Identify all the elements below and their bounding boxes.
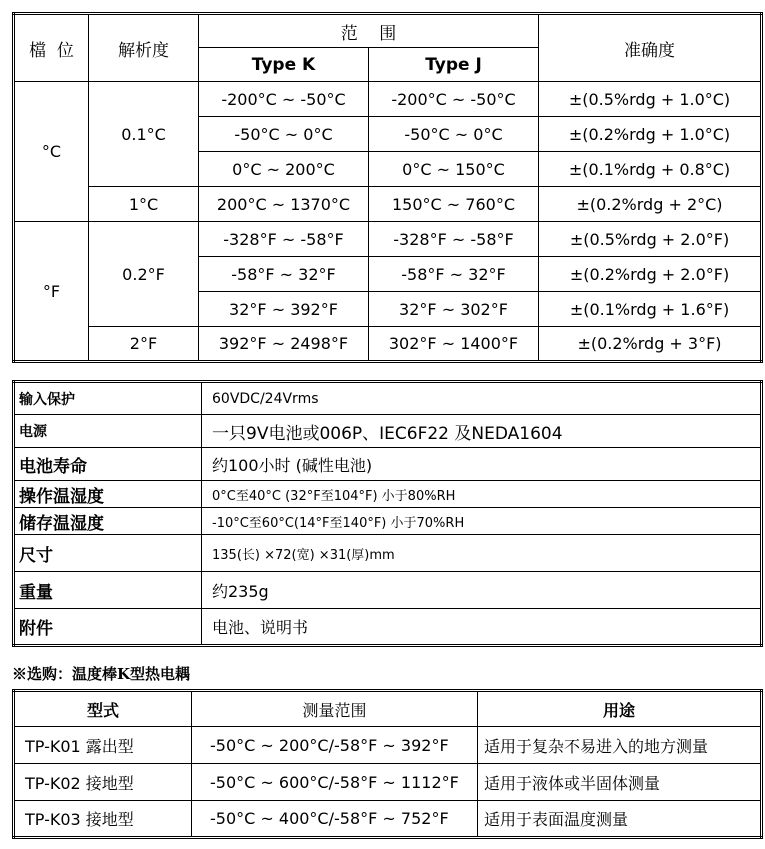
probe-row xyxy=(14,801,762,838)
type-j-cell: 0°C ~ 150°C xyxy=(369,152,539,187)
type-j-cell: 302°F ~ 1400°F xyxy=(369,327,539,362)
spec-row xyxy=(14,481,762,508)
probe-model: TP-K02 接地型 xyxy=(14,764,192,801)
accuracy-cell: ±(0.2%rdg + 1.0°C) xyxy=(539,117,762,152)
probe-header-row xyxy=(14,691,762,727)
accuracy-cell: ±(0.1%rdg + 0.8°C) xyxy=(539,152,762,187)
spec-row xyxy=(14,535,762,572)
unit-celsius: °C xyxy=(14,82,89,222)
spec-label: 电池寿命 xyxy=(14,448,202,481)
spec-value: 约235g xyxy=(202,572,762,609)
probe-model: TP-K03 接地型 xyxy=(14,801,192,838)
type-j-cell: -200°C ~ -50°C xyxy=(369,82,539,117)
range-table xyxy=(12,12,763,363)
header-accuracy: 准确度 xyxy=(539,14,762,82)
type-k-cell: -200°C ~ -50°C xyxy=(199,82,369,117)
probe-use: 适用于表面温度测量 xyxy=(478,801,762,838)
type-k-cell: 32°F ~ 392°F xyxy=(199,292,369,327)
accuracy-cell: ±(0.2%rdg + 3°F) xyxy=(539,327,762,362)
type-j-cell: 32°F ~ 302°F xyxy=(369,292,539,327)
resolution-cell: 1°C xyxy=(89,187,199,222)
header-use: 用途 xyxy=(478,691,762,727)
type-k-cell: -58°F ~ 32°F xyxy=(199,257,369,292)
spec-row xyxy=(14,609,762,646)
type-k-cell: -50°C ~ 0°C xyxy=(199,117,369,152)
header-position: 檔 位 xyxy=(14,14,89,82)
spec-row xyxy=(14,415,762,448)
spec-value: 0°C至40°C (32°F至104°F) 小于80%RH xyxy=(202,481,762,508)
spec-value: -10°C至60°C(14°F至140°F) 小于70%RH xyxy=(202,508,762,535)
spec-label: 尺寸 xyxy=(14,535,202,572)
spec-label: 电源 xyxy=(14,415,202,448)
spec-label: 操作温湿度 xyxy=(14,481,202,508)
accuracy-cell: ±(0.5%rdg + 1.0°C) xyxy=(539,82,762,117)
table-row xyxy=(14,327,762,362)
optional-accessory-note: ※选购：温度棒K型热电耦 xyxy=(12,665,191,683)
table-row xyxy=(14,187,762,222)
type-j-cell: -328°F ~ -58°F xyxy=(369,222,539,257)
type-k-cell: -328°F ~ -58°F xyxy=(199,222,369,257)
table-row xyxy=(14,222,762,257)
accuracy-cell: ±(0.2%rdg + 2°C) xyxy=(539,187,762,222)
header-type-k: Type K xyxy=(199,48,369,82)
type-k-cell: 0°C ~ 200°C xyxy=(199,152,369,187)
type-j-cell: 150°C ~ 760°C xyxy=(369,187,539,222)
header-type-j: Type J xyxy=(369,48,539,82)
probe-model: TP-K01 露出型 xyxy=(14,727,192,764)
probe-range: -50°C ~ 400°C/-58°F ~ 752°F xyxy=(192,801,478,838)
type-k-cell: 392°F ~ 2498°F xyxy=(199,327,369,362)
header-range: 范 围 xyxy=(199,14,539,48)
probe-use: 适用于复杂不易进入的地方测量 xyxy=(478,727,762,764)
header-measure-range: 测量范围 xyxy=(192,691,478,727)
table-row xyxy=(14,82,762,117)
table-header-row xyxy=(14,14,762,48)
spec-row xyxy=(14,382,762,415)
header-model: 型式 xyxy=(14,691,192,727)
unit-fahrenheit: °F xyxy=(14,222,89,362)
spec-row xyxy=(14,572,762,609)
spec-value: 一只9V电池或006P、IEC6F22 及NEDA1604 xyxy=(202,415,762,448)
header-resolution: 解析度 xyxy=(89,14,199,82)
resolution-cell: 0.1°C xyxy=(89,82,199,187)
type-k-cell: 200°C ~ 1370°C xyxy=(199,187,369,222)
spec-value: 约100小时 (碱性电池) xyxy=(202,448,762,481)
spec-label: 储存温湿度 xyxy=(14,508,202,535)
probe-use: 适用于液体或半固体测量 xyxy=(478,764,762,801)
type-j-cell: -58°F ~ 32°F xyxy=(369,257,539,292)
type-j-cell: -50°C ~ 0°C xyxy=(369,117,539,152)
spec-value: 电池、说明书 xyxy=(202,609,762,646)
accuracy-cell: ±(0.2%rdg + 2.0°F) xyxy=(539,257,762,292)
spec-row xyxy=(14,448,762,481)
probe-row xyxy=(14,727,762,764)
resolution-cell: 2°F xyxy=(89,327,199,362)
spec-label: 输入保护 xyxy=(14,382,202,415)
probe-range: -50°C ~ 200°C/-58°F ~ 392°F xyxy=(192,727,478,764)
accuracy-cell: ±(0.5%rdg + 2.0°F) xyxy=(539,222,762,257)
spec-row xyxy=(14,508,762,535)
probe-range: -50°C ~ 600°C/-58°F ~ 1112°F xyxy=(192,764,478,801)
spec-table xyxy=(12,380,763,647)
spec-label: 重量 xyxy=(14,572,202,609)
spec-label: 附件 xyxy=(14,609,202,646)
probe-row xyxy=(14,764,762,801)
probe-table xyxy=(12,689,763,839)
resolution-cell: 0.2°F xyxy=(89,222,199,327)
spec-value: 135(长) ×72(宽) ×31(厚)mm xyxy=(202,535,762,572)
accuracy-cell: ±(0.1%rdg + 1.6°F) xyxy=(539,292,762,327)
spec-value: 60VDC/24Vrms xyxy=(202,382,762,415)
